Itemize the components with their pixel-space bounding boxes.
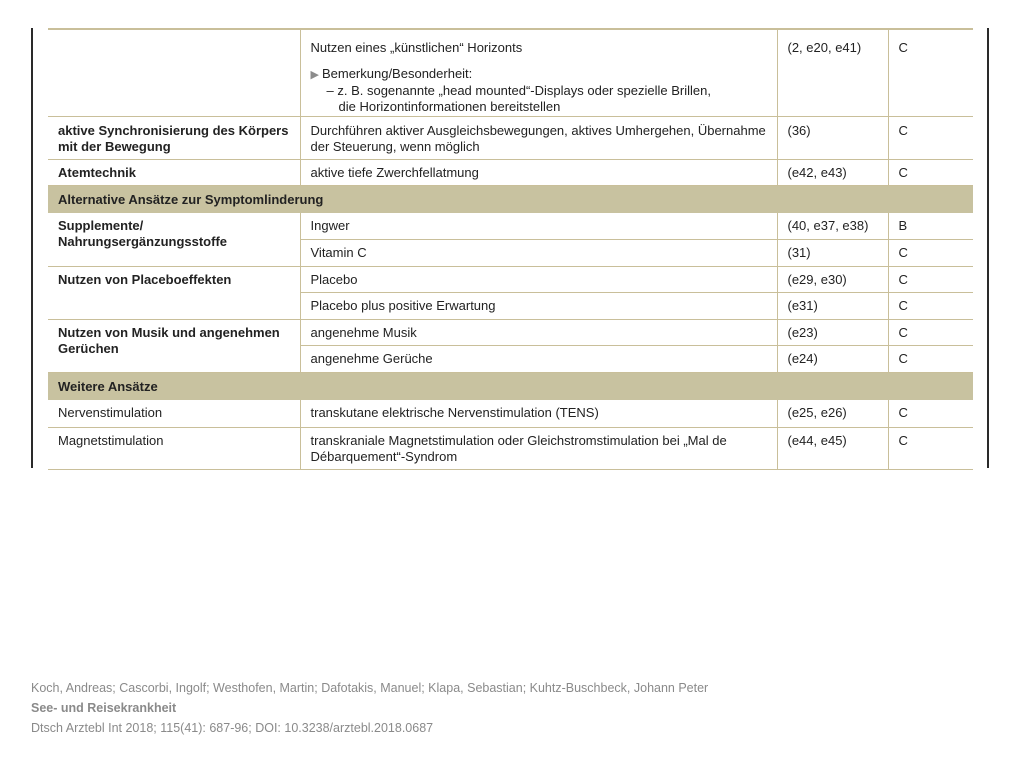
citation-footer <box>31 678 708 738</box>
category-cell: Magnetstimulation <box>48 427 300 469</box>
grade-cell: B <box>888 213 973 239</box>
grade-cell: C <box>888 29 973 116</box>
table-row <box>48 427 973 469</box>
measure-cell: aktive tiefe Zwerchfellatmung <box>300 159 777 185</box>
footer-authors: Koch, Andreas; Cascorbi, Ingolf; Westhofen, Martin; Dafotakis, Manuel; Klapa, Sebastian; Kuhtz-Buschbeck, Johann Peter <box>31 681 709 695</box>
table-frame-left <box>31 28 33 468</box>
refs-cell: (e25, e26) <box>777 400 888 427</box>
grade-cell: C <box>888 319 973 345</box>
measure-text: Nutzen eines „künstlichen“ Horizonts <box>310 40 523 55</box>
category-cell: Atemtechnik <box>48 159 300 185</box>
grade-cell: C <box>888 345 973 372</box>
section-header-row <box>48 372 973 400</box>
table-row <box>48 159 973 185</box>
measure-cell: angenehme Musik <box>300 319 777 345</box>
table-row <box>48 319 973 345</box>
refs-cell: (36) <box>777 116 888 159</box>
grade-cell: C <box>888 159 973 185</box>
section-header-row <box>48 185 973 213</box>
note-label: Bemerkung/Besonderheit: <box>321 66 473 81</box>
note-line: die Horizontinformationen bereitstellen <box>338 99 561 114</box>
refs-cell: (e24) <box>777 345 888 372</box>
refs-cell: (2, e20, e41) <box>777 29 888 116</box>
table-row <box>48 266 973 292</box>
category-cell: Nutzen von Musik und angenehmen Gerüchen <box>48 319 300 372</box>
section-title: Alternative Ansätze zur Symptomlinderung <box>48 185 973 213</box>
measure-cell: Placebo <box>300 266 777 292</box>
refs-cell: (40, e37, e38) <box>777 213 888 239</box>
table-row <box>48 213 973 239</box>
measure-cell: Durchführen aktiver Ausgleichsbewegungen, aktives Umhergehen, Übernahme der Steuerung, wenn möglich <box>300 116 777 159</box>
grade-cell: C <box>888 266 973 292</box>
measure-cell: Ingwer <box>300 213 777 239</box>
recommendation-table <box>48 28 973 470</box>
grade-cell: C <box>888 400 973 427</box>
category-cell: Nutzen von Placeboeffekten <box>48 266 300 319</box>
table-frame-right <box>987 28 989 468</box>
measure-cell: angenehme Gerüche <box>300 345 777 372</box>
grade-cell: C <box>888 427 973 469</box>
grade-cell: C <box>888 292 973 319</box>
refs-cell: (e31) <box>777 292 888 319</box>
triangle-right-icon: ▶ <box>310 69 319 81</box>
note-block <box>311 66 769 115</box>
grade-cell: C <box>888 116 973 159</box>
note-line: – z. B. sogenannte „head mounted“-Displays oder spezielle Brillen, <box>326 83 711 98</box>
measure-cell: Placebo plus positive Erwartung <box>300 292 777 319</box>
footer-citation: Dtsch Arztebl Int 2018; 115(41): 687-96; DOI: 10.3238/arztebl.2018.0687 <box>31 721 434 735</box>
category-cell: Supplemente/ Nahrungsergänzungsstoffe <box>48 213 300 266</box>
measure-cell: transkutane elektrische Nervenstimulation (TENS) <box>300 400 777 427</box>
table-row <box>48 116 973 159</box>
category-cell: aktive Synchronisierung des Körpers mit der Bewegung <box>48 116 300 159</box>
refs-cell: (31) <box>777 239 888 266</box>
category-cell: Nervenstimulation <box>48 400 300 427</box>
refs-cell: (e44, e45) <box>777 427 888 469</box>
table-row <box>48 400 973 427</box>
footer-title: See- und Reisekrankheit <box>31 701 177 715</box>
refs-cell: (e29, e30) <box>777 266 888 292</box>
measure-cell: Vitamin C <box>300 239 777 266</box>
refs-cell: (e23) <box>777 319 888 345</box>
measure-cell: transkraniale Magnetstimulation oder Gleichstromstimulation bei „Mal de Débarquement“-Syndrom <box>300 427 777 469</box>
refs-cell: (e42, e43) <box>777 159 888 185</box>
grade-cell: C <box>888 239 973 266</box>
category-cell <box>48 29 300 116</box>
table-row <box>48 29 973 116</box>
section-title: Weitere Ansätze <box>48 372 973 400</box>
